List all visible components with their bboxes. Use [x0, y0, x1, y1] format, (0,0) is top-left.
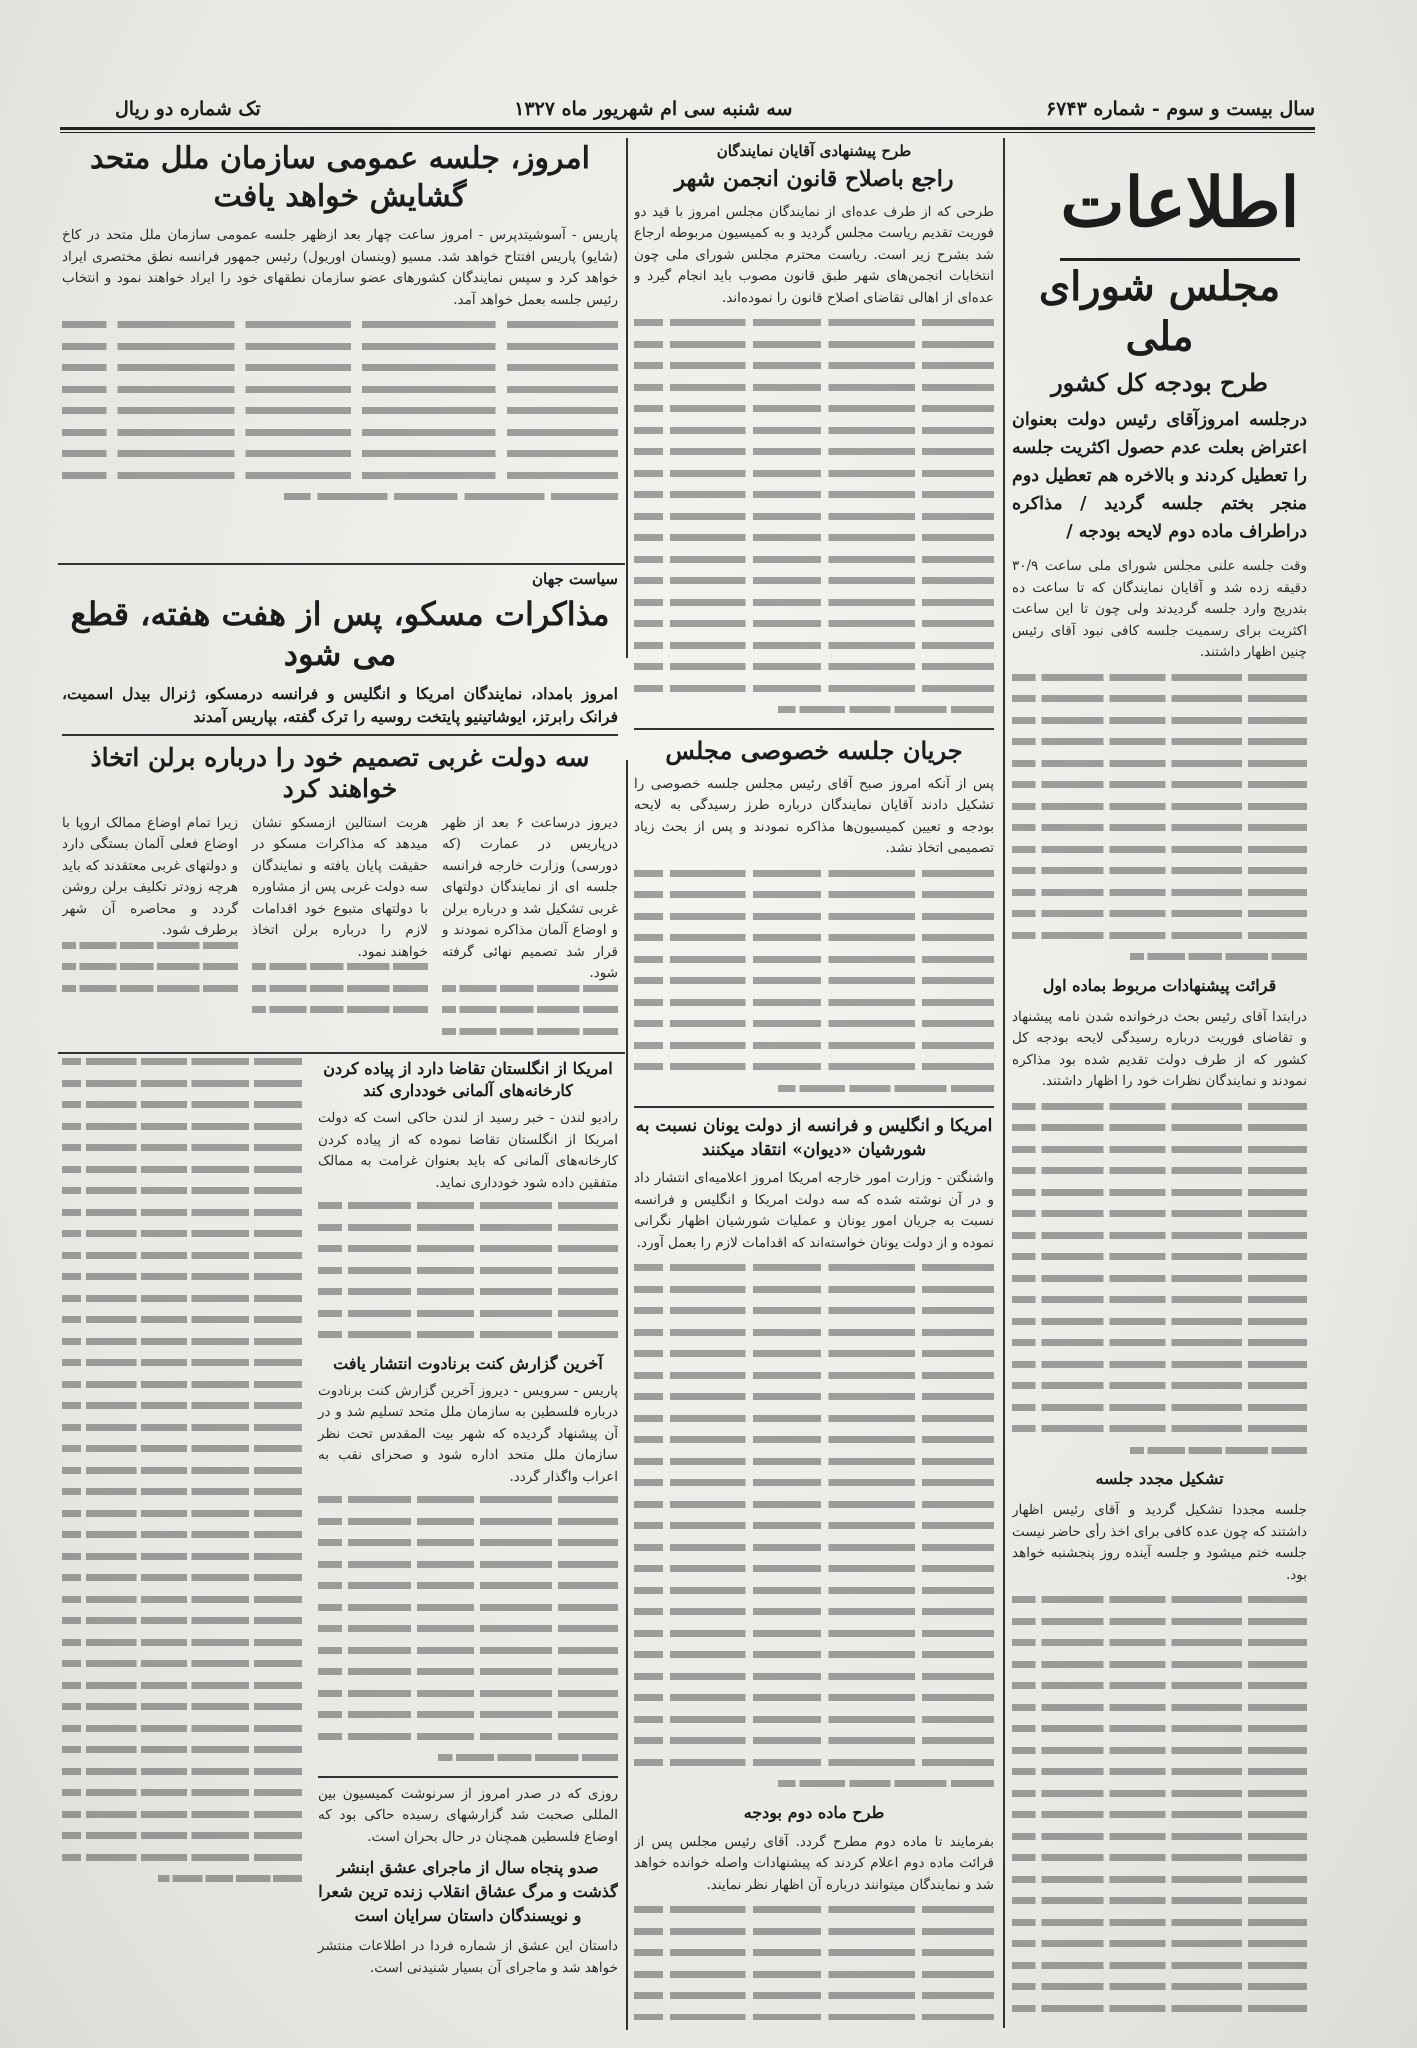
article-deck: امروز بامداد، نمایندگان امریکا و انگلیس و فرانسه درمسکو، ژنرال بیدل اسمیت، فرانک رابرتز، ایوشاتینیو پایتخت روسیه را ترک گفته، بپاریس آمدند — [62, 684, 618, 726]
article-subheading: قرائت پیشنهادات مربوط بماده اول — [1042, 975, 1277, 995]
right-column — [1012, 262, 1307, 2022]
article-text: پاریس - سرویس - دیروز آخرین گزارش کنت برنادوت درباره فلسطین به سازمان ملل متحد تسلیم شد و در آن پیشنهاد گردیده که شهر بیت المقدس تحت نظر سازمان ملل متحد اداره شود و صحرای نقب به اعراب واگذار گردد. — [318, 1382, 618, 1485]
article-subheading: آخرین گزارش کنت برنادوت انتشار یافت — [333, 1353, 603, 1373]
section-rule — [58, 563, 625, 565]
article-text: طرحی که از طرف عده‌ای از نمایندگان مجلس امروز با قید دو فوریت تقدیم ریاست مجلس گردید و به کمیسیون مربوطه ارجاع شد بشرح زیر است. ریاست محترم مجلس شورای ملی چون انتخابات انجمن‌های شهر طبق قانون مصوب باید انجام گیرد و عده‌ای از اهالی تقاضای اصلاح قانون را نموده‌اند. — [634, 203, 994, 306]
world-section — [62, 568, 618, 1048]
article-text: بفرمایند تا ماده دوم مطرح گردد. آقای رئیس مجلس پس از قرائت ماده دوم اعلام کردند که پیشنهادات واصله خوانده خواهد شد و نمایندگان میتوانند درباره آن اظهار نظر نمایند. — [634, 1833, 994, 1893]
article-text: دیروز درساعت ۶ بعد از ظهر درپاریس در عمارت (که دورسی) وزارت خارجه فرانسه جلسه ای از نمایندگان دولتهای غربی تشکیل شد و درباره برلن و اوضاع آلمان مذاکره نمودند و قرار شد تصمیم نهائی گرفته شود. — [442, 814, 618, 981]
article-headline: سه دولت غربی تصمیم خود را درباره برلن اتخاذ خواهند کرد — [90, 743, 590, 804]
article-kicker: طرح پیشنهادی آقایان نمایندگان — [716, 142, 912, 160]
article-headline: راجع باصلاح قانون انجمن شهر — [674, 166, 954, 192]
article-text: پاریس - آسوشیتدپرس - امروز ساعت چهار بعد ازظهر جلسه عمومی سازمان ملل متحد در کاخ (شایو) پاریس افتتاح خواهد شد. مسیو (وینسان اوریول) رئیس جمهور فرانسه نطق مختصری ایراد خواهد کرد و سپس نمایندگان کشورهای عضو سازمان نطقهای خود را ایراد خواهند نمود و انتخاب رئیس جلسه بعمل خواهد آمد. — [62, 227, 618, 308]
top-left-article — [62, 140, 618, 558]
article-headline: مجلس شورای ملی — [1038, 263, 1281, 360]
middle-column — [634, 140, 994, 2020]
article-headline: امروز، جلسه عمومی سازمان ملل متحد گشایش خواهد یافت — [90, 141, 590, 214]
article-text: جلسه مجددا تشکیل گردید و آقای رئیس اظهار داشتند که چون عده کافی برای اخذ رأی حاضر نیست جلسه ختم میشود و جلسه آینده روز پنجشنبه خواهد بود. — [1012, 1502, 1307, 1583]
article-headline: مذاکرات مسکو، پس از هفت هفته، قطع می شود — [70, 595, 610, 673]
column-text-lines — [634, 1906, 994, 2020]
article-text: روزی که در صدر امروز از سرنوشت کمیسیون بین المللی صحبت شد گزارشهای رسیده حاکی بود که اوضاع فلسطین همچنان در حال بحران است. — [318, 1785, 618, 1845]
masthead-rule — [60, 127, 1315, 130]
promo-text: داستان این عشق از شماره فردا در اطلاعات منتشر خواهد شد و ماجرای آن بسیار شنیدنی است. — [318, 1938, 618, 1976]
column-text-lines — [1012, 674, 1307, 961]
column-text-lines — [62, 321, 618, 500]
column-text-lines — [634, 1264, 994, 1787]
column-divider — [626, 138, 628, 658]
article-headline: امریکا و انگلیس و فرانسه از دولت یونان نسبت به شورشیان «دیوان» انتقاد میکنند — [635, 1116, 993, 1160]
section-rule — [58, 1052, 625, 1054]
column-text-lines — [1012, 1596, 1307, 2022]
section-label: سیاست جهان — [532, 570, 618, 588]
column-text-lines — [634, 870, 994, 1092]
article-subhead: طرح بودجه کل کشور — [1051, 368, 1268, 397]
issue-number: سال بیست و سوم - شماره ۶۷۴۳ — [1045, 98, 1315, 120]
article-headline: امریکا از انگلستان تقاضا دارد از پیاده کردن کارخانه‌های آلمانی خودداری کند — [323, 1059, 613, 1100]
column-divider — [1003, 138, 1005, 2028]
article-text: پس از آنکه امروز صبح آقای رئیس مجلس جلسه خصوصی را تشکیل دادند آقایان نمایندگان درباره طرز رسیدگی به لایحه بودجه و تعیین کمیسیون‌ها مذاکره نمودند و پس از بحث زیاد تصمیمی اتخاذ نشد. — [634, 775, 994, 856]
issue-date: سه شنبه سی ام شهریور ماه ۱۳۲۷ — [514, 98, 793, 120]
article-text: رادیو لندن - خبر رسید از لندن حاکی است که دولت امریکا از انگلستان تقاضا نموده که از پیاده کردن کارخانه‌های آلمانی که باید بعنوان غرامت به ممالک متفقین داده شود خودداری نماید. — [318, 1110, 618, 1191]
article-deck: درجلسه امروزآقای رئیس دولت بعنوان اعتراض بعلت عدم حصول اکثریت جلسه را تعطیل کردند و بالاخره هم تعطیل دوم منجر بختم جلسه گردید / مذاکره دراطراف ماده دوم لایحه بودجه / — [1012, 410, 1307, 542]
article-headline: جریان جلسه خصوصی مجلس — [665, 735, 963, 765]
bottom-left-section — [62, 1058, 618, 2008]
promo-headline: صدو پنجاه سال از ماجرای عشق ابنشر گذشت و مرگ عشاق انقلاب زنده ترین شعرا و نویسندگان داستان سرایان است — [318, 1858, 618, 1925]
article-text: وقت جلسه علنی مجلس شورای ملی ساعت ۳۰/۹ دقیقه زده شد و آقایان نمایندگان که تا ساعت ده بتدریج وارد جلسه گردیدند ولی چون تا این ساعت اکثریت برای رسمیت جلسه کافی نبود آقای رئیس چنین اظهار داشتند. — [1012, 558, 1307, 660]
issue-price: تک شماره دو ریال — [115, 98, 261, 120]
column-text-lines — [1012, 1103, 1307, 1454]
newspaper-logo: اطلاعات — [1060, 148, 1300, 261]
article-text: زیرا تمام اوضاع ممالک اروپا با اوضاع فعلی آلمان بستگی دارد و دولتهای غربی معتقدند که باید هرچه زودتر تکلیف برلن روشن گردد و محاصره آن شهر برطرف شود. — [62, 814, 238, 938]
article-text: درابتدا آقای رئیس بحث درخوانده شدن نامه پیشنهاد و تقاضای فوریت درباره رسیدگی لایحه بودجه کل کشور که از طرف دولت تقدیم شده بود مذاکره نمودند و نمایندگان نظرات خود را اظهار داشتند. — [1012, 1008, 1307, 1089]
article-subheading: تشکیل مجدد جلسه — [1095, 1469, 1224, 1488]
column-divider — [626, 760, 628, 2030]
article-text: هربت استالین ازمسکو نشان میدهد که مذاکرات مسکو در حقیقت پایان یافته و نمایندگان سه دولت غربی پس از مشاوره با دولتهای متبوع خود اقدامات لازم را درباره برلن اتخاذ خواهند نمود. — [252, 814, 428, 960]
masthead — [115, 92, 1315, 126]
article-text: واشنگتن - وزارت امور خارجه امریکا امروز اعلامیه‌ای انتشار داد و در آن نوشته شده که سه دولت امریکا و انگلیس و فرانسه نسبت به جریان امور یونان و عملیات شورشیان اظهار نگرانی نموده و از دولت یونان خواسته‌اند که اقدامات لازم را بعمل آورد. — [634, 1170, 994, 1251]
article-subheading: طرح ماده دوم بودجه — [743, 1802, 885, 1822]
masthead-rule-thin — [60, 132, 1315, 133]
column-text-lines — [634, 319, 994, 713]
